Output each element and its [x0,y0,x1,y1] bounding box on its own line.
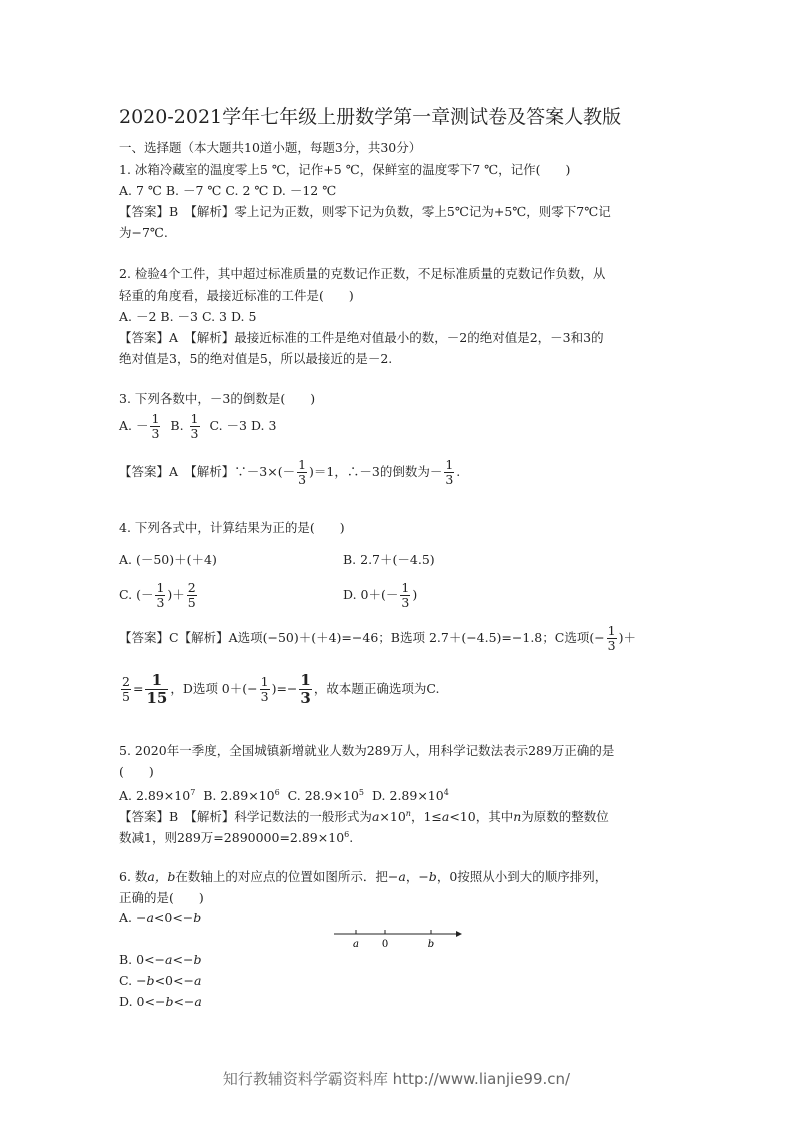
arrow-head-icon [456,931,462,937]
q1-stem: 1. 冰箱冷藏室的温度零上5 ℃，记作+5 ℃，保鲜室的温度零下7 ℃，记作( ) [119,162,571,177]
q5-answer-line1: 【答案】B 【解析】科学记数法的一般形式为$a\times 10^n$，1≤a<10，其中n为原数的整数位 [119,809,609,825]
axis-label-zero: 0 [381,939,389,950]
q3-options [119,412,276,441]
axis-label-a: a [353,939,359,950]
q4-option-d: D. 0＋(－ $\frac{1}{3}$ ) [343,580,418,610]
fraction: $\frac{1}{3}$ [445,457,454,487]
q5-answer-line2: 数减1，则289万$=2890000=2.89\times 10^6$. [119,830,354,846]
q3-stem: 3. 下列各数中，－3的倒数是( ) [119,391,316,406]
fraction: $\frac{1}{3}$ [298,457,307,487]
fraction: $\frac{2}{5}$ [187,580,196,610]
fraction: $\frac{1}{3}$ [401,580,410,610]
q5-stem-line2: ( ) [119,764,154,779]
page-title: 2020-2021学年七年级上册数学第一章测试卷及答案人教版 [119,106,622,128]
q2-stem-line2: 轻重的角度看，最接近标准的工件是( ) [119,288,354,303]
q6-option-d: D. 0<−b<−a [119,994,202,1009]
q5-stem-line1: 5. 2020年一季度，全国城镇新增就业人数为289万人，用科学记数法表示289万正确的是 [119,743,615,758]
fraction: $\frac{1}{3}$ [260,674,269,704]
q1-answer-line2: 为−7℃. [119,225,168,240]
q3-option-a: A. － [119,418,149,433]
fraction: $\frac{1}{3}$ [151,411,160,441]
q5-options: A. $2.89\times 10^7$ B. $2.89\times 10^6$ C. $28.9\times 10^5$ D. $2.89\times 10^4$ [119,788,449,804]
axis-label-b: b [427,939,435,950]
q2-stem-line1: 2. 检验4个工件，其中超过标准质量的克数记作正数，不足标准质量的克数记作负数，从 [119,266,606,281]
footer-watermark: 知行教辅资料学霸资料库 http://www.lianjie99.cn/ [222,1070,571,1088]
q3-option-b: B. [170,418,184,433]
q2-answer-line1: 【答案】A 【解析】最接近标准的工件是绝对值最小的数，－2的绝对值是2，－3和3的 [119,330,604,345]
fraction: $\frac{1}{3}$ [300,671,311,707]
q4-answer-line1: 【答案】C【解析】A选项(−50)＋(＋4)=−46；B选项 2.7＋(−4.5)=−1.8；C选项(− $\frac{1}{3}$ )＋ [119,623,637,653]
fraction: $\frac{1}{3}$ [190,411,199,441]
q6-option-a: A. −a<0<−b [119,910,202,925]
section-heading: 一、选择题（本大题共10道小题，每题3分，共30分） [119,140,422,155]
q6-stem-line2: 正确的是( ) [119,890,204,905]
q6-option-c: C. −b<0<−a [119,973,202,988]
q4-option-c: C. (－ $\frac{1}{3}$ )＋ $\frac{2}{5}$ [119,580,196,610]
q1-answer-line1: 【答案】B 【解析】零上记为正数，则零下记为负数，零上5℃记为+5℃，则零下7℃记 [119,204,611,219]
q4-option-b: B. 2.7＋(－4.5) [343,552,435,567]
q4-stem: 4. 下列各式中，计算结果为正的是( ) [119,520,345,535]
fraction: $\frac{1}{3}$ [607,623,616,653]
fraction: $\frac{1}{3}$ [156,580,165,610]
q6-stem-line1: 6. 数a，b在数轴上的对应点的位置如图所示．把−a，−b，0按照从小到大的顺序排列， [119,869,608,884]
q2-options: A. －2 B. －3 C. 3 D. 5 [119,309,257,324]
q6-option-b: B. 0<−a<−b [119,952,202,967]
number-line-figure [330,925,465,951]
q4-answer-line2: $\frac{2}{5}$ = $\frac{1}{15}$ ，D选项 0＋(− $\frac{1}{3}$ )=− $\frac{1}{3}$ ，故本题正确选项为C. [122,671,440,707]
fraction: $\frac{1}{15}$ [146,671,168,707]
q3-option-cd: C. －3 D. 3 [209,418,277,433]
q3-answer: 【答案】A 【解析】∵－3×(－ $\frac{1}{3}$ )＝1，∴－3的倒数为－ $\frac{1}{3}$ . [119,457,461,487]
q1-options: A. 7 ℃ B. －7 ℃ C. 2 ℃ D. －12 ℃ [119,183,337,198]
fraction: $\frac{2}{5}$ [122,674,130,704]
q4-option-a: A. (－50)＋(＋4) [119,552,217,567]
q2-answer-line2: 绝对值是3，5的绝对值是5，所以最接近的是－2. [119,351,393,366]
